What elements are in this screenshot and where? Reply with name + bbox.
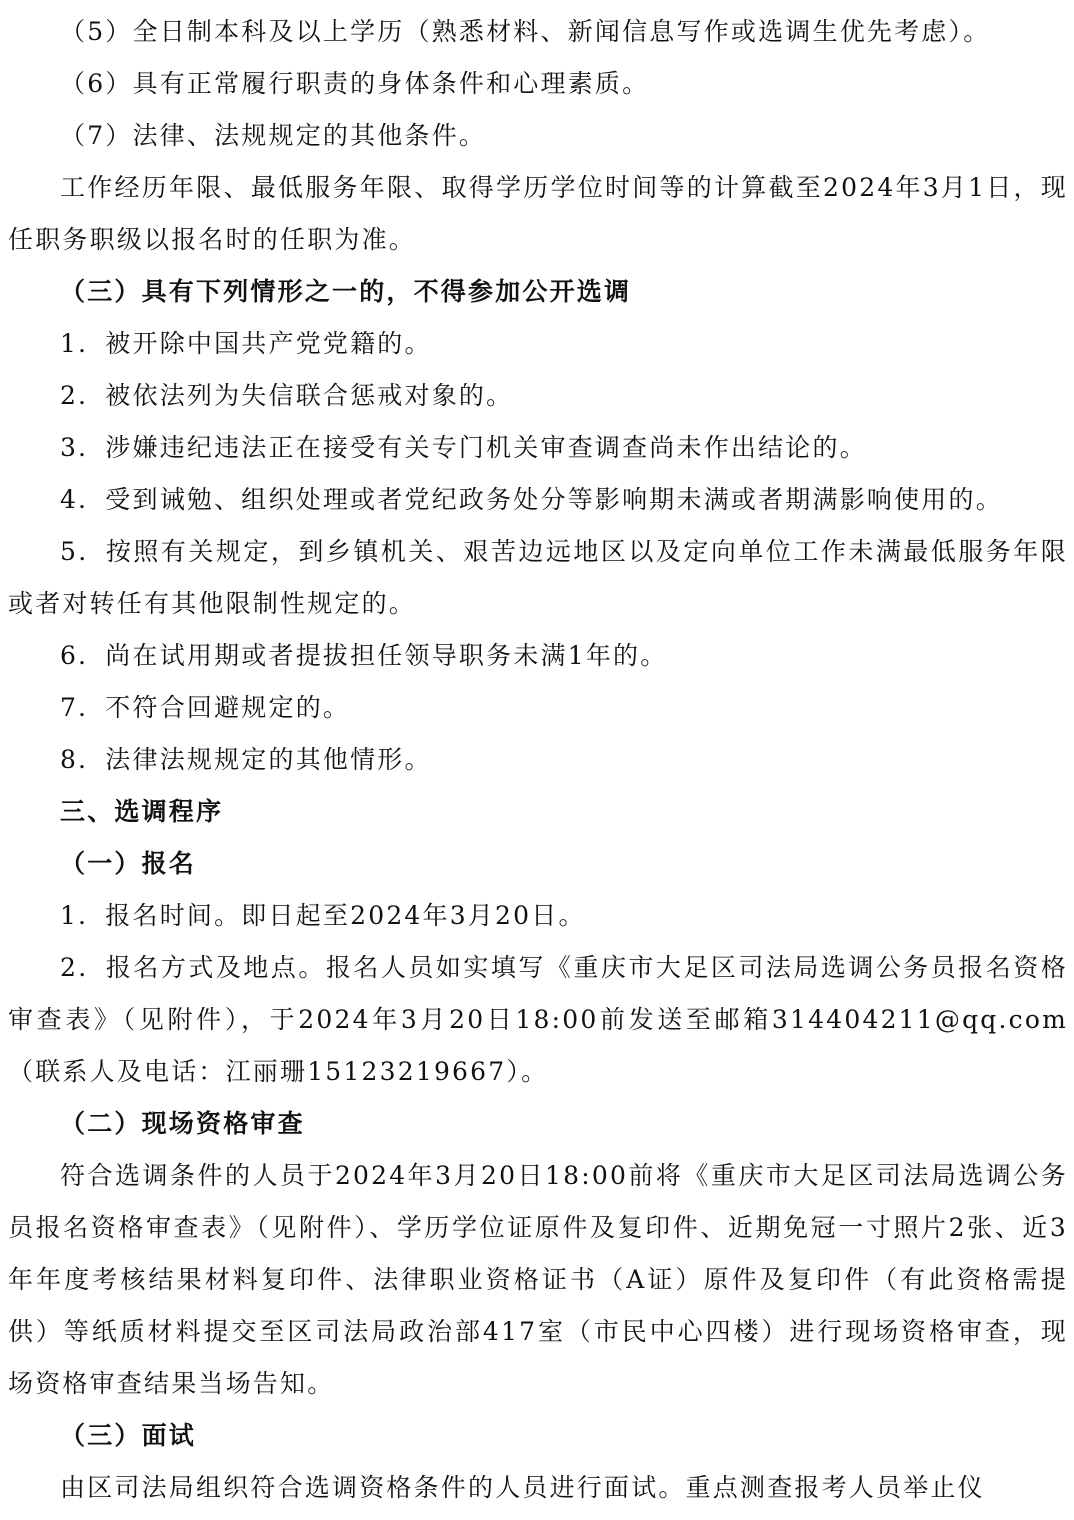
- subsection-heading-registration: （一）报名: [60, 849, 197, 878]
- paragraph-registration-method: 2．报名方式及地点。报名人员如实填写《重庆市大足区司法局选调公务员报名资格审查表》（见附件），于2024年3月20日18:00前发送至邮箱314404211@qq.com（联系人及电话：江丽珊15123219667）。: [8, 953, 1068, 1086]
- section-heading-procedure: 三、选调程序: [60, 797, 224, 826]
- list-item-disqualification-6: 6．尚在试用期或者提拔担任领导职务未满1年的。: [60, 641, 668, 670]
- list-item-disqualification-2: 2．被依法列为失信联合惩戒对象的。: [60, 381, 514, 410]
- list-item-disqualification-3: 3．涉嫌违纪违法正在接受有关专门机关审查调查尚未作出结论的。: [60, 433, 867, 462]
- paragraph-calculation-date: 工作经历年限、最低服务年限、取得学历学位时间等的计算截至2024年3月1日，现任职务职级以报名时的任职为准。: [8, 173, 1068, 254]
- list-item-disqualification-7: 7．不符合回避规定的。: [60, 693, 351, 722]
- list-item-disqualification-1: 1．被开除中国共产党党籍的。: [60, 329, 432, 358]
- section-heading-disqualifications: （三）具有下列情形之一的，不得参加公开选调: [60, 277, 632, 306]
- list-item-disqualification-5: 5．按照有关规定，到乡镇机关、艰苦边远地区以及定向单位工作未满最低服务年限或者对转任有其他限制性规定的。: [8, 537, 1068, 618]
- paragraph-item-other-conditions: （7）法律、法规规定的其他条件。: [60, 121, 487, 150]
- list-item-disqualification-8: 8．法律法规规定的其他情形。: [60, 745, 432, 774]
- paragraph-interview: 由区司法局组织符合选调资格条件的人员进行面试。重点测查报考人员举止仪: [60, 1473, 985, 1502]
- subsection-heading-qualification-review: （二）现场资格审查: [60, 1109, 305, 1138]
- paragraph-registration-time: 1．报名时间。即日起至2024年3月20日。: [60, 901, 586, 930]
- paragraph-qualification-review: 符合选调条件的人员于2024年3月20日18:00前将《重庆市大足区司法局选调公务员报名资格审查表》（见附件）、学历学位证原件及复印件、近期免冠一寸照片2张、近3年年度考核结果材料复印件、法律职业资格证书（A证）原件及复印件（有此资格需提供）等纸质材料提交至区司法局政治部417室（市民中心四楼）进行现场资格审查，现场资格审查结果当场告知。: [8, 1161, 1068, 1398]
- list-item-disqualification-4: 4．受到诫勉、组织处理或者党纪政务处分等影响期未满或者期满影响使用的。: [60, 485, 1003, 514]
- paragraph-item-health: （6）具有正常履行职责的身体条件和心理素质。: [60, 69, 650, 98]
- paragraph-item-education: （5）全日制本科及以上学历（熟悉材料、新闻信息写作或选调生优先考虑）。: [60, 17, 991, 46]
- subsection-heading-interview: （三）面试: [60, 1421, 197, 1450]
